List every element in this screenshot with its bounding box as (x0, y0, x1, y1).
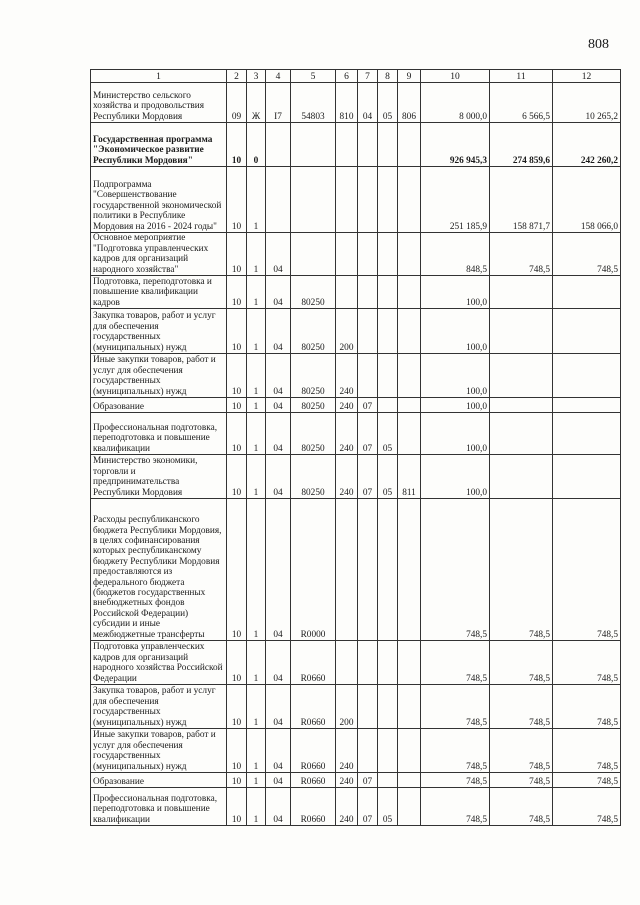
table-row (91, 309, 621, 354)
col6-cell: 240 (336, 729, 358, 773)
amount-col11-cell (490, 413, 553, 455)
col6-cell: 240 (336, 773, 358, 788)
col3-cell: 1 (247, 309, 266, 354)
col7-cell (358, 729, 378, 773)
row-name-cell: Профессиональная подготовка, переподготовка и повышение квалификации (91, 788, 227, 826)
amount-col10-cell: 100,0 (421, 398, 490, 413)
table-row (91, 641, 621, 685)
amount-col10-cell: 100,0 (421, 354, 490, 398)
page-number: 808 (588, 37, 609, 52)
col2-cell: 10 (227, 455, 247, 499)
amount-col10-cell: 748,5 (421, 685, 490, 729)
col4-cell: 04 (266, 499, 291, 641)
table-row (91, 233, 621, 276)
table-row (91, 354, 621, 398)
table-row (91, 685, 621, 729)
col6-cell (336, 499, 358, 641)
col4-cell (266, 167, 291, 233)
budget-table (90, 69, 621, 826)
col4-cell: 04 (266, 729, 291, 773)
col2-cell: 10 (227, 233, 247, 276)
col6-cell: 240 (336, 354, 358, 398)
col3-cell: 1 (247, 729, 266, 773)
col5-cell (291, 167, 336, 233)
col3-cell: 1 (247, 233, 266, 276)
col2-cell: 10 (227, 354, 247, 398)
column-header: 3 (247, 70, 266, 83)
col2-cell: 10 (227, 123, 247, 167)
amount-col10-cell: 748,5 (421, 788, 490, 826)
col6-cell (336, 641, 358, 685)
amount-col12-cell: 748,5 (553, 233, 621, 276)
row-name-cell: Профессиональная подготовка, переподготовка и повышение квалификации (91, 413, 227, 455)
amount-col12-cell: 748,5 (553, 729, 621, 773)
col4-cell: 04 (266, 276, 291, 309)
col9-cell (398, 413, 421, 455)
col4-cell: 04 (266, 413, 291, 455)
col8-cell (378, 233, 398, 276)
col5-cell: R0660 (291, 788, 336, 826)
col3-cell: 1 (247, 276, 266, 309)
column-header: 10 (421, 70, 490, 83)
col5-cell: 80250 (291, 398, 336, 413)
col7-cell (358, 167, 378, 233)
amount-col12-cell: 748,5 (553, 685, 621, 729)
col2-cell: 10 (227, 276, 247, 309)
table-row (91, 499, 621, 641)
col2-cell: 09 (227, 83, 247, 123)
amount-col12-cell (553, 455, 621, 499)
amount-col10-cell: 100,0 (421, 413, 490, 455)
col3-cell: 1 (247, 455, 266, 499)
col6-cell: 240 (336, 413, 358, 455)
col2-cell: 10 (227, 167, 247, 233)
col8-cell: 05 (378, 455, 398, 499)
col6-cell: 240 (336, 788, 358, 826)
row-name-cell: Основное мероприятие "Подготовка управленческих кадров для организаций народного хозяйства" (91, 233, 227, 276)
col9-cell (398, 123, 421, 167)
amount-col11-cell: 748,5 (490, 773, 553, 788)
col3-cell: 1 (247, 788, 266, 826)
row-name-cell: Государственная программа "Экономическое развитие Республики Мордовия" (91, 123, 227, 167)
col7-cell: 07 (358, 413, 378, 455)
col2-cell: 10 (227, 788, 247, 826)
col2-cell: 10 (227, 729, 247, 773)
col7-cell: 04 (358, 83, 378, 123)
amount-col12-cell (553, 276, 621, 309)
amount-col12-cell: 748,5 (553, 499, 621, 641)
column-header: 9 (398, 70, 421, 83)
col8-cell (378, 499, 398, 641)
row-name-cell: Закупка товаров, работ и услуг для обеспечения государственных (муниципальных) нужд (91, 685, 227, 729)
col7-cell: 07 (358, 788, 378, 826)
amount-col11-cell (490, 354, 553, 398)
amount-col12-cell: 748,5 (553, 641, 621, 685)
col8-cell: 05 (378, 413, 398, 455)
col4-cell: 04 (266, 641, 291, 685)
col5-cell: 80250 (291, 276, 336, 309)
col2-cell: 10 (227, 641, 247, 685)
column-header: 6 (336, 70, 358, 83)
col3-cell: Ж (247, 83, 266, 123)
col4-cell: 04 (266, 455, 291, 499)
col3-cell: 1 (247, 773, 266, 788)
col9-cell (398, 309, 421, 354)
column-header: 5 (291, 70, 336, 83)
amount-col11-cell: 748,5 (490, 729, 553, 773)
col8-cell (378, 167, 398, 233)
amount-col11-cell: 748,5 (490, 788, 553, 826)
col9-cell (398, 773, 421, 788)
amount-col10-cell: 100,0 (421, 455, 490, 499)
col5-cell: 80250 (291, 309, 336, 354)
col6-cell: 200 (336, 309, 358, 354)
amount-col11-cell: 748,5 (490, 499, 553, 641)
row-name-cell: Закупка товаров, работ и услуг для обеспечения государственных (муниципальных) нужд (91, 309, 227, 354)
col8-cell: 05 (378, 788, 398, 826)
amount-col12-cell (553, 398, 621, 413)
col4-cell: 04 (266, 398, 291, 413)
amount-col12-cell (553, 413, 621, 455)
row-name-cell: Подготовка, переподготовка и повышение квалификации кадров (91, 276, 227, 309)
col5-cell: 80250 (291, 455, 336, 499)
col2-cell: 10 (227, 773, 247, 788)
col9-cell: 806 (398, 83, 421, 123)
col2-cell: 10 (227, 685, 247, 729)
col9-cell (398, 233, 421, 276)
column-header: 4 (266, 70, 291, 83)
amount-col12-cell: 158 066,0 (553, 167, 621, 233)
col9-cell (398, 788, 421, 826)
col4-cell: 04 (266, 233, 291, 276)
col2-cell: 10 (227, 398, 247, 413)
table-row (91, 83, 621, 123)
col5-cell (291, 233, 336, 276)
table-row (91, 788, 621, 826)
amount-col10-cell: 848,5 (421, 233, 490, 276)
column-header: 11 (490, 70, 553, 83)
col3-cell: 1 (247, 685, 266, 729)
column-header: 7 (358, 70, 378, 83)
row-name-cell: Министерство экономики, торговли и предпринимательства Республики Мордовия (91, 455, 227, 499)
table-row (91, 729, 621, 773)
col3-cell: 1 (247, 413, 266, 455)
col5-cell: 80250 (291, 413, 336, 455)
amount-col11-cell: 158 871,7 (490, 167, 553, 233)
col3-cell: 1 (247, 641, 266, 685)
col5-cell: R0660 (291, 641, 336, 685)
col7-cell (358, 233, 378, 276)
col6-cell (336, 167, 358, 233)
col5-cell: R0660 (291, 685, 336, 729)
amount-col10-cell: 8 000,0 (421, 83, 490, 123)
col9-cell (398, 685, 421, 729)
col6-cell: 240 (336, 455, 358, 499)
col4-cell (266, 123, 291, 167)
amount-col10-cell: 748,5 (421, 773, 490, 788)
amount-col10-cell: 748,5 (421, 729, 490, 773)
col5-cell: R0660 (291, 729, 336, 773)
col7-cell (358, 123, 378, 167)
amount-col11-cell: 748,5 (490, 685, 553, 729)
col3-cell: 1 (247, 398, 266, 413)
col6-cell: 240 (336, 398, 358, 413)
row-name-cell: Образование (91, 398, 227, 413)
col2-cell: 10 (227, 499, 247, 641)
amount-col11-cell (490, 398, 553, 413)
col4-cell: 04 (266, 788, 291, 826)
col7-cell: 07 (358, 398, 378, 413)
amount-col11-cell (490, 309, 553, 354)
table-row (91, 773, 621, 788)
row-name-cell: Образование (91, 773, 227, 788)
col4-cell: 04 (266, 685, 291, 729)
col7-cell (358, 309, 378, 354)
col8-cell: 05 (378, 83, 398, 123)
col3-cell: 1 (247, 354, 266, 398)
col8-cell (378, 123, 398, 167)
col9-cell (398, 354, 421, 398)
col9-cell (398, 398, 421, 413)
column-header: 8 (378, 70, 398, 83)
amount-col11-cell (490, 455, 553, 499)
col7-cell (358, 641, 378, 685)
col9-cell (398, 499, 421, 641)
row-name-cell: Министерство сельского хозяйства и продовольствия Республики Мордовия (91, 83, 227, 123)
col5-cell: 54803 (291, 83, 336, 123)
col3-cell: 1 (247, 167, 266, 233)
amount-col10-cell: 926 945,3 (421, 123, 490, 167)
row-name-cell: Подпрограмма "Совершенствование государственной экономической политики в Республике Мордовия на 2016 - 2024 годы" (91, 167, 227, 233)
col5-cell: 80250 (291, 354, 336, 398)
amount-col12-cell: 10 265,2 (553, 83, 621, 123)
col8-cell (378, 641, 398, 685)
col4-cell: 04 (266, 354, 291, 398)
amount-col12-cell: 748,5 (553, 788, 621, 826)
row-name-cell: Иные закупки товаров, работ и услуг для обеспечения государственных (муниципальных) нужд (91, 354, 227, 398)
col7-cell (358, 354, 378, 398)
col6-cell (336, 233, 358, 276)
col3-cell: 1 (247, 499, 266, 641)
col7-cell (358, 499, 378, 641)
col6-cell (336, 123, 358, 167)
amount-col11-cell: 748,5 (490, 641, 553, 685)
col9-cell (398, 729, 421, 773)
column-header: 12 (553, 70, 621, 83)
amount-col11-cell: 748,5 (490, 233, 553, 276)
col4-cell: 04 (266, 309, 291, 354)
row-name-cell: Подготовка управленческих кадров для организаций народного хозяйства Российской Федерации (91, 641, 227, 685)
col9-cell: 811 (398, 455, 421, 499)
col5-cell: R0660 (291, 773, 336, 788)
amount-col10-cell: 251 185,9 (421, 167, 490, 233)
col9-cell (398, 167, 421, 233)
amount-col12-cell: 748,5 (553, 773, 621, 788)
amount-col10-cell: 100,0 (421, 309, 490, 354)
table-row (91, 413, 621, 455)
col7-cell (358, 685, 378, 729)
amount-col12-cell (553, 354, 621, 398)
column-header: 2 (227, 70, 247, 83)
table-row (91, 455, 621, 499)
col6-cell: 200 (336, 685, 358, 729)
col4-cell: I7 (266, 83, 291, 123)
col5-cell (291, 123, 336, 167)
amount-col11-cell: 274 859,6 (490, 123, 553, 167)
col8-cell (378, 729, 398, 773)
col6-cell (336, 276, 358, 309)
col6-cell: 810 (336, 83, 358, 123)
row-name-cell: Расходы республиканского бюджета Республики Мордовия, в целях софинансирования которых республиканскому бюджету Республики Мордовия предоставляются из федерального бюджета (бюджетов государственных внебюджетных фондов Российской Федерации) субсидии и иные межбюджетные трансферты (91, 499, 227, 641)
col8-cell (378, 685, 398, 729)
col7-cell: 07 (358, 455, 378, 499)
amount-col12-cell: 242 260,2 (553, 123, 621, 167)
col8-cell (378, 354, 398, 398)
col8-cell (378, 309, 398, 354)
col7-cell (358, 276, 378, 309)
column-header: 1 (91, 70, 227, 83)
col2-cell: 10 (227, 413, 247, 455)
row-name-cell: Иные закупки товаров, работ и услуг для обеспечения государственных (муниципальных) нужд (91, 729, 227, 773)
table-row (91, 167, 621, 233)
amount-col10-cell: 748,5 (421, 499, 490, 641)
col7-cell: 07 (358, 773, 378, 788)
col4-cell: 04 (266, 773, 291, 788)
col2-cell: 10 (227, 309, 247, 354)
table-row (91, 398, 621, 413)
amount-col11-cell: 6 566,5 (490, 83, 553, 123)
amount-col12-cell (553, 309, 621, 354)
col9-cell (398, 641, 421, 685)
table-row (91, 123, 621, 167)
col8-cell (378, 276, 398, 309)
amount-col10-cell: 748,5 (421, 641, 490, 685)
col8-cell (378, 773, 398, 788)
col3-cell: 0 (247, 123, 266, 167)
table-header-row (91, 70, 621, 83)
table-row (91, 276, 621, 309)
amount-col11-cell (490, 276, 553, 309)
col8-cell (378, 398, 398, 413)
col5-cell: R0000 (291, 499, 336, 641)
amount-col10-cell: 100,0 (421, 276, 490, 309)
col9-cell (398, 276, 421, 309)
